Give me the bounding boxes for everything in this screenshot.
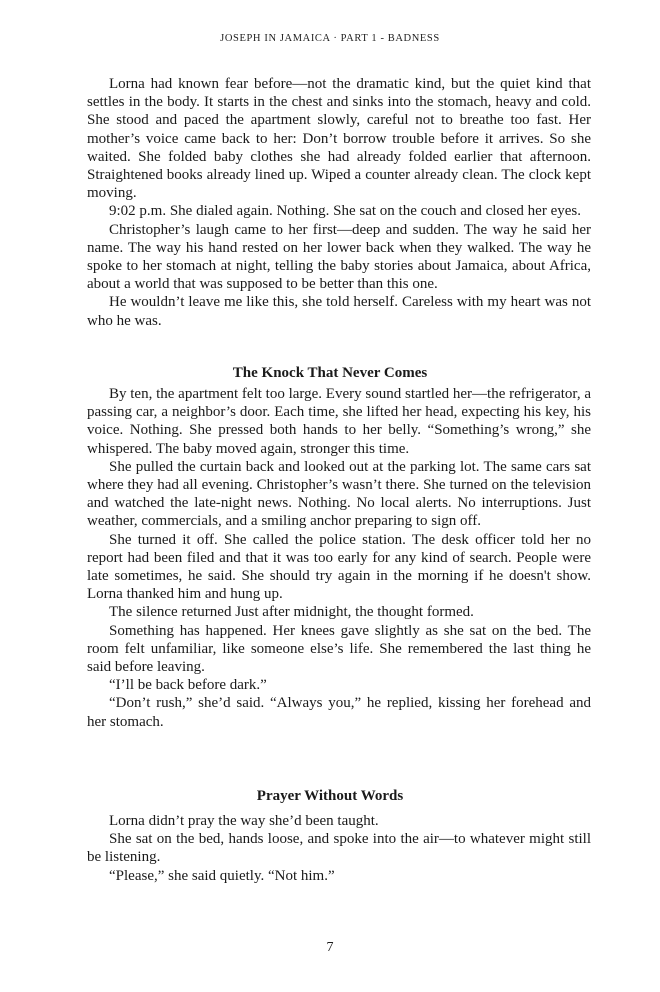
paragraph: “Please,” she said quietly. “Not him.”	[109, 867, 335, 884]
paragraph: “I’ll be back before dark.”	[109, 677, 267, 694]
paragraph: He wouldn’t leave me like this, she told herself. Careless with my heart was not who he was.	[87, 294, 591, 329]
paragraph: She sat on the bed, hands loose, and spoke into the air—to whatever might still be listening.	[87, 831, 591, 866]
paragraph: “Don’t rush,” she’d said. “Always you,” he replied, kissing her forehead and her stomach.	[87, 695, 591, 730]
section-heading-knock: The Knock That Never Comes	[232, 365, 428, 381]
paragraph: Something has happened. Her knees gave slightly as she sat on the bed. The room felt unfamiliar, like someone else’s life. She remembered the last thing he said before leaving.	[87, 622, 591, 676]
section-body-knock	[87, 385, 591, 731]
paragraph: Christopher’s laugh came to her first—deep and sudden. The way he said her name. The way his hand rested on her lower back when they walked. The way he spoke to her stomach at night, telling the baby stories about Jamaica, about Africa, about a world that was supposed to be better than this one.	[87, 221, 591, 293]
paragraph: Lorna had known fear before—not the dramatic kind, but the quiet kind that settles in the body. It starts in the chest and sinks into the stomach, heavy and cold. She stood and paced the apartment slowly, careful not to breathe too fast. Her mother’s voice came back to her: Don’t borrow trouble before it arrives. So she waited. She folded baby clothes she had already folded earlier that afternoon. Straightened books already lined up. Wiped a counter already clean. The clock kept moving.	[87, 76, 591, 202]
section-body-prayer	[87, 812, 591, 885]
paragraph: She pulled the curtain back and looked out at the parking lot. The same cars sat where they had all evening. Christopher’s wasn’t there. She turned on the television and watched the late-night news. Nothing. No local alerts. No interruptions. Just weather, commercials, and a smiling anchor preparing to sign off.	[87, 458, 591, 530]
paragraph: The silence returned Just after midnight, the thought formed.	[109, 604, 474, 621]
running-header: JOSEPH IN JAMAICA · PART 1 - BADNESS	[220, 33, 440, 44]
paragraph: 9:02 p.m. She dialed again. Nothing. She sat on the couch and closed her eyes.	[109, 203, 581, 220]
section-body-opening	[87, 75, 591, 330]
paragraph: By ten, the apartment felt too large. Every sound startled her—the refrigerator, a passing car, a neighbor’s door. Each time, she lifted her head, expecting his key, his voice. Nothing. She pressed both hands to her belly. “Something’s wrong,” she whispered. The baby moved again, stronger this time.	[87, 386, 591, 457]
page-number: 7	[326, 940, 334, 955]
paragraph: Lorna didn’t pray the way she’d been taught.	[109, 813, 379, 829]
paragraph: She turned it off. She called the police station. The desk officer told her no report had been filed and that it was too early for any kind of search. People were late sometimes, he said. She should try again in the morning if he doesn't show. Lorna thanked him and hung up.	[87, 531, 591, 603]
section-heading-prayer: Prayer Without Words	[256, 788, 404, 804]
